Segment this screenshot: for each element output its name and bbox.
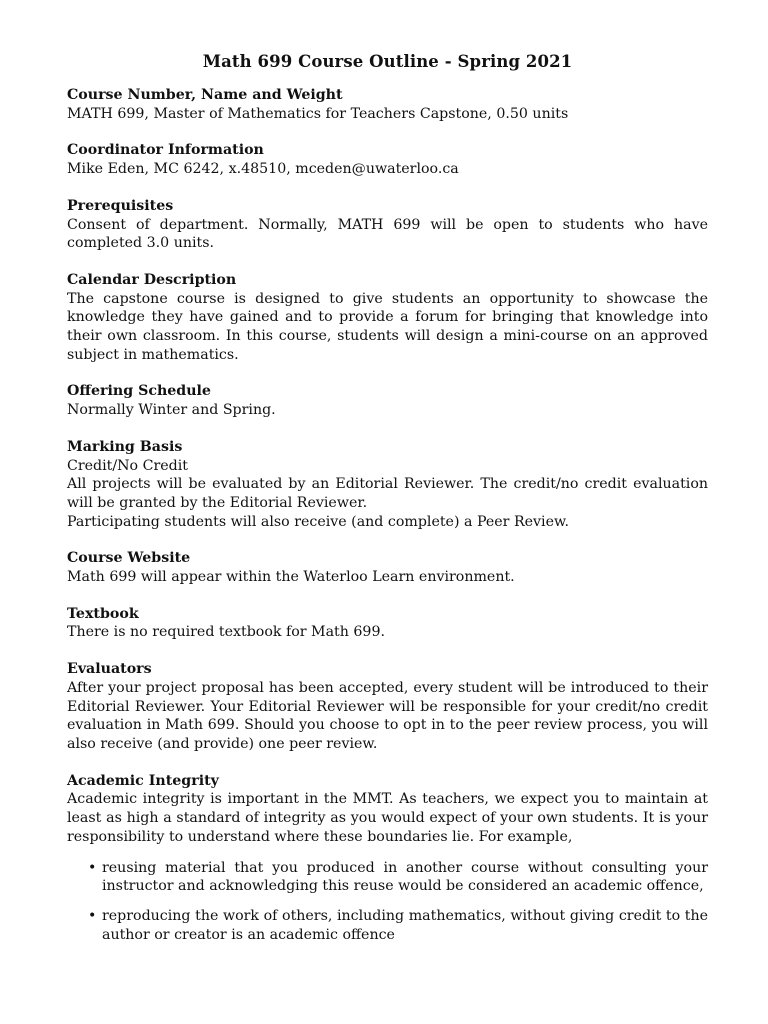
section-text: Mike Eden, MC 6242, x.48510, mceden@uwaterloo.ca <box>67 161 459 178</box>
section-coordinator <box>67 141 708 178</box>
section-text: Math 699 will appear within the Waterloo Learn environment. <box>67 569 515 586</box>
section-heading: Offering Schedule <box>67 383 211 400</box>
section-academic-integrity <box>67 772 708 945</box>
section-text: Normally Winter and Spring. <box>67 402 276 419</box>
section-prerequisites <box>67 197 708 253</box>
section-text: Academic integrity is important in the MMT. As teachers, we expect you to maintain at least as high a standard of integrity as you would expect of your own students. It is your responsibility to understand where these boundaries lie. For example, <box>67 791 708 845</box>
bullet-icon: • <box>88 859 97 876</box>
section-heading: Coordinator Information <box>67 142 264 159</box>
section-text: All projects will be evaluated by an Editorial Reviewer. The credit/no credit evaluation will be granted by the Editorial Reviewer. <box>67 476 708 511</box>
section-heading: Evaluators <box>67 661 152 678</box>
section-calendar-description <box>67 271 708 365</box>
page-title: Math 699 Course Outline - Spring 2021 <box>202 52 573 71</box>
section-heading: Prerequisites <box>67 197 174 214</box>
section-heading: Marking Basis <box>67 438 183 455</box>
list-item <box>88 859 708 896</box>
integrity-bullet-list <box>67 859 708 945</box>
section-course <box>67 86 708 123</box>
list-item-text: reusing material that you produced in another course without consulting your instructor and acknowledging this reuse would be considered an academic offence, <box>102 859 708 895</box>
section-heading: Course Website <box>67 550 191 567</box>
section-heading: Academic Integrity <box>67 772 219 789</box>
section-textbook <box>67 605 708 642</box>
section-evaluators <box>67 660 708 754</box>
section-text: The capstone course is designed to give students an opportunity to showcase the knowledge they have gained and to provide a forum for bringing that knowledge into their own classroom. In this course, students will design a mini-course on an approved subject in mathematics. <box>67 290 708 363</box>
section-heading: Course Number, Name and Weight <box>67 87 343 103</box>
section-text: There is no required textbook for Math 699. <box>67 624 385 641</box>
section-text: MATH 699, Master of Mathematics for Teachers Capstone, 0.50 units <box>67 105 569 122</box>
section-heading: Calendar Description <box>67 271 237 288</box>
section-text: Participating students will also receive (and complete) a Peer Review. <box>67 513 569 530</box>
list-item-text: reproducing the work of others, including mathematics, without giving credit to the author or creator is an academic offence <box>102 907 708 943</box>
section-text: After your project proposal has been accepted, every student will be introduced to their Editorial Reviewer. Your Editorial Reviewer will be responsible for your credit/no credit evaluation in Math 699. Should you choose to opt in to the peer review process, you will also receive (and provide) one peer review. <box>67 679 708 752</box>
list-item <box>88 907 708 944</box>
marking-basis-value: Credit/No Credit <box>67 457 188 474</box>
section-text: Consent of department. Normally, MATH 699 will be open to students who have completed 3.0 units. <box>67 216 708 252</box>
section-marking-basis <box>67 438 708 532</box>
section-course-website <box>67 549 708 586</box>
section-heading: Textbook <box>67 605 139 622</box>
section-offering-schedule <box>67 382 708 419</box>
bullet-icon: • <box>88 907 97 924</box>
